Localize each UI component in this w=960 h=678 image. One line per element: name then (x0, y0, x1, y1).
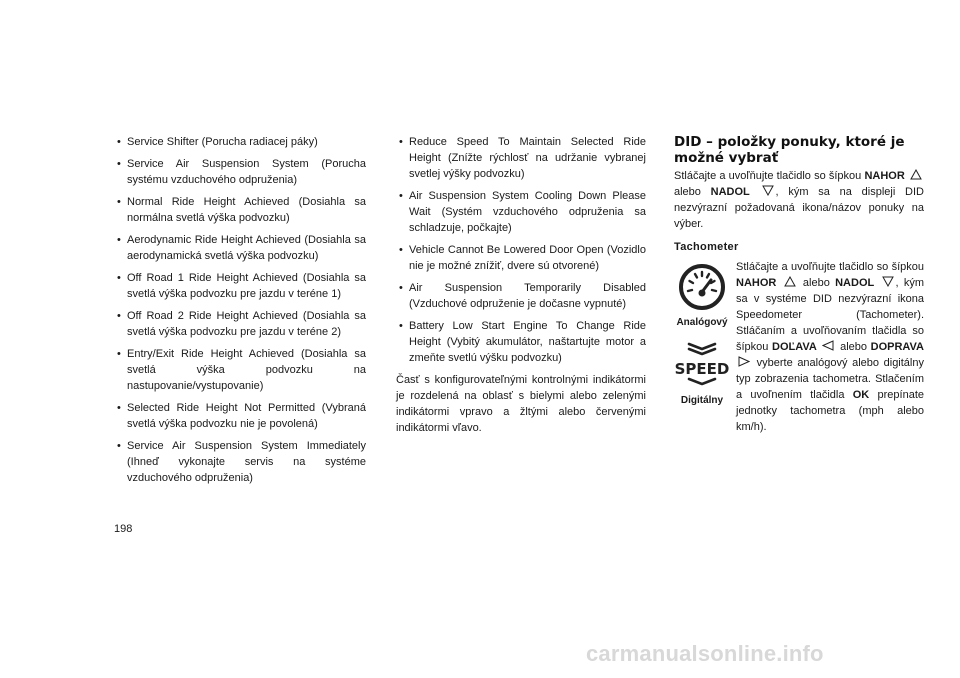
digital-icon-text: SPEED (674, 360, 730, 378)
intro-text: Stláčajte a uvoľňujte tlačidlo so šípkou NAHOR alebo NADOL , kým sa na displeji DID nezvýrazní požadovaná ikona/názov ponuky na výber. (674, 170, 924, 230)
list-item: • Service Air Suspension System Immediately (Ihneď vykonajte servis na systéme vzduchového odpruženia) (114, 438, 366, 486)
list-item: • Air Suspension System Cooling Down Please Wait (Systém vzduchového odpruženia sa schladzuje, počkajte) (396, 188, 646, 236)
down-key-label: NADOL (710, 186, 750, 198)
right-key-label: DOPRAVA (870, 341, 924, 353)
tachometer-text: Stláčajte a uvoľňujte tlačidlo so šípkou NAHOR alebo NADOL , kým sa v systéme DID nezvýrazní ikona Speedometer (Tachometer). Stláčaním a uvoľňovaním tlačidla so šípkou DOĽAVA alebo DOPRAVA vyberte analógový alebo digitálny typ zobrazenia tachometra. Stlačením a uvoľnením tlačidla OK prepínate jednotky tachometra (mph alebo km/h). (736, 261, 924, 433)
analog-speedometer-icon (674, 259, 730, 317)
analog-label: Analógový (676, 317, 728, 328)
digital-label: Digitálny (680, 395, 724, 406)
left-key-label: DOĽAVA (772, 341, 817, 353)
right-column (674, 134, 924, 433)
list-item: • Off Road 1 Ride Height Achieved (Dosiahla sa svetlá výška podvozku pre jazdu v teréne 1) (114, 270, 366, 302)
list-item: • Aerodynamic Ride Height Achieved (Dosiahla sa aerodynamická svetlá výška podvozku) (114, 232, 366, 264)
triangle-left-icon (822, 340, 834, 351)
tachometer-icons (674, 259, 730, 407)
list-item: • Entry/Exit Ride Height Achieved (Dosiahla sa svetlá výška podvozku na nastupovanie/vystupovanie) (114, 346, 366, 394)
ok-key-label: OK (852, 389, 870, 401)
triangle-down-icon (882, 276, 894, 287)
up-key-label: NAHOR (736, 277, 777, 289)
down-key-label: NADOL (835, 277, 875, 289)
triangle-up-icon (910, 169, 922, 180)
left-column (114, 134, 366, 492)
watermark: carmanualsonline.info (586, 641, 824, 666)
tachometer-subtitle: Tachometer (674, 241, 739, 253)
list-item: • Vehicle Cannot Be Lowered Door Open (Vozidlo nie je možné znížiť, dvere sú otvorené) (396, 242, 646, 274)
triangle-right-icon (738, 356, 750, 367)
list-item: • Normal Ride Height Achieved (Dosiahla sa normálna svetlá výška podvozku) (114, 194, 366, 226)
digital-speed-icon (674, 341, 730, 389)
triangle-up-icon (784, 276, 796, 287)
list-item: • Air Suspension Temporarily Disabled (Vzduchové odpruženie je dočasne vypnuté) (396, 280, 646, 312)
up-key-label: NAHOR (864, 170, 905, 182)
left-bullet-list (114, 134, 366, 486)
middle-column (396, 134, 646, 436)
list-item: • Service Shifter (Porucha radiacej páky) (114, 134, 366, 150)
middle-bullet-list (396, 134, 646, 366)
triangle-down-icon (762, 185, 774, 196)
list-item: • Battery Low Start Engine To Change Ride Height (Vybitý akumulátor, naštartujte motor a zmeňte svetlú výšku podvozku) (396, 318, 646, 366)
list-item: • Off Road 2 Ride Height Achieved (Dosiahla sa svetlá výška podvozku pre jazdu v teréne 2) (114, 308, 366, 340)
list-item: • Selected Ride Height Not Permitted (Vybraná svetlá výška podvozku nie je povolená) (114, 400, 366, 432)
page-number: 198 (114, 523, 133, 535)
list-item: • Reduce Speed To Maintain Selected Ride Height (Znížte rýchlosť na udržanie vybranej svetlej výšky podvozku) (396, 134, 646, 182)
list-item: • Service Air Suspension System (Porucha systému vzduchového odpruženia) (114, 156, 366, 188)
section-title: DID – položky ponuky, ktoré je možné vybrať (674, 134, 905, 166)
indicator-paragraph: Časť s konfigurovateľnými kontrolnými indikátormi je rozdelená na oblasť s bielymi alebo zelenými indikátormi vpravo a žltými alebo červenými indikátormi vľavo. (396, 374, 646, 434)
tachometer-figure (674, 259, 924, 433)
